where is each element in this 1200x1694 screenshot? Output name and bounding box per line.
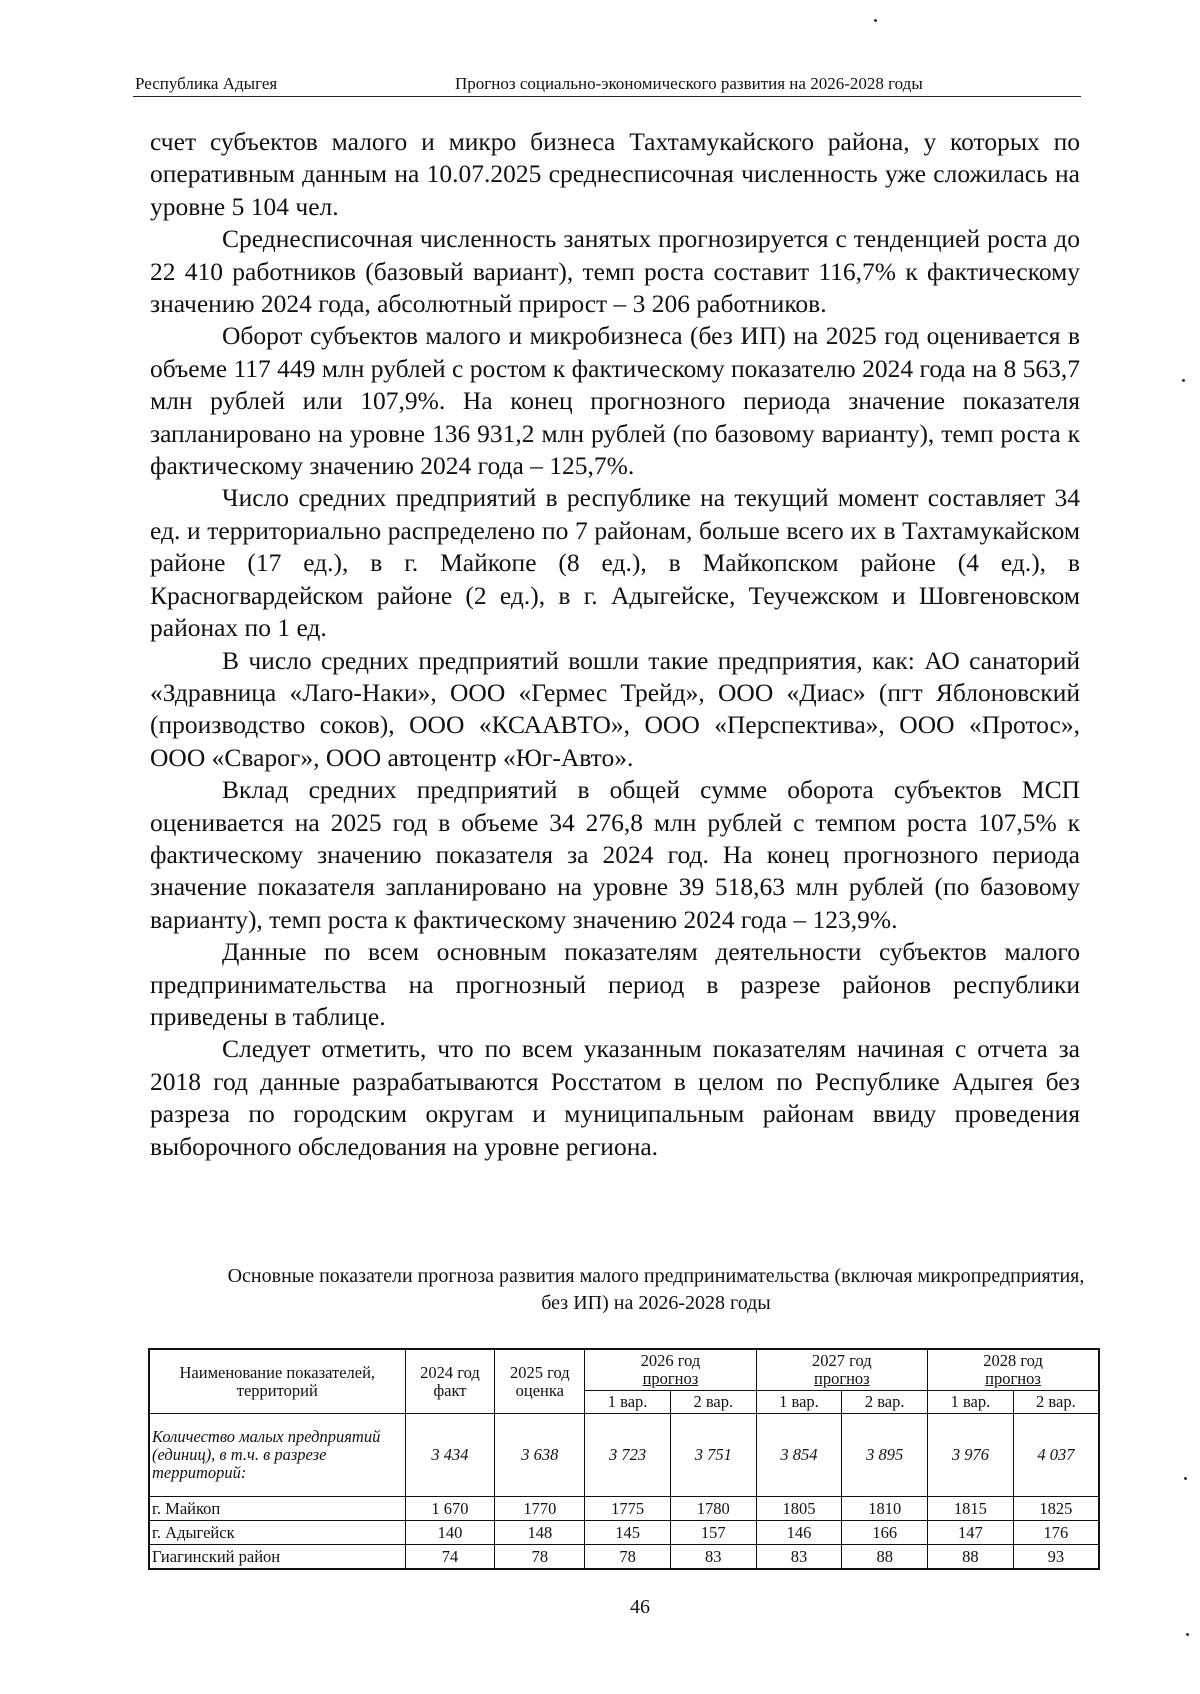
cell-value: 4 037 (1013, 1414, 1099, 1497)
paragraph-turnover: Оборот субъектов малого и микробизнеса (без ИП) на 2025 год оценивается в объеме 117 449 млн рублей с ростом к фактическому показателю 2024 года на 8 563,7 млн рублей или 107,9%. На конец прогнозного периода значение показателя запланировано на уровне 136 931,2 млн рублей (по базовому варианту), темп роста к фактическому значению 2024 года – 125,7%. (150, 321, 1080, 481)
header-2026-kind: прогноз (642, 1369, 699, 1388)
paragraph-rosstat-note: Следует отметить, что по всем указанным показателям начиная с отчета за 2018 год данные разрабатываются Росстатом в целом по Республике Адыгея без разреза по городским округам и муниципальным районам ввиду проведения выборочного обследования на уровне региона. (150, 1034, 1080, 1161)
table-caption: Основные показатели прогноза развития малого предпринимательства (включая микропредприятия, без ИП) на 2026-2028 годы (227, 1265, 1085, 1314)
cell-value: 88 (842, 1545, 928, 1570)
cell-value: 93 (1013, 1545, 1099, 1570)
scan-speck (874, 19, 877, 22)
header-variant-1: 1 вар. (585, 1391, 671, 1414)
paragraph-medium-enterprises-list: В число средних предприятий вошли такие предприятия, как: АО санаторий «Здравница «Лаго-Наки», ООО «Гермес Трейд», ООО «Диас» (пгт Яблоновский (производство соков), ООО «КСААВТО», ООО «Перспектива», ООО «Протос», ООО «Сварог», ООО автоцентр «Юг-Авто». (150, 645, 1080, 772)
table-row (149, 1545, 1099, 1570)
cell-value: 140 (405, 1521, 495, 1545)
header-document-title: Прогноз социально-экономического развития на 2026-2028 годы (455, 74, 923, 93)
cell-value: 146 (756, 1521, 842, 1545)
paragraph-medium-enterprises-count: Число средних предприятий в республике на текущий момент составляет 34 ед. и территориально распределено по 7 районам, больше всего их в Тахтамукайском районе (17 ед.), в г. Майкопе (8 ед.), в Майкопском районе (4 ед.), в Красногвардейском районе (2 ед.), в г. Адыгейске, Теучежском и Шовгеновском районах по 1 ед. (150, 483, 1080, 643)
cell-value: 3 723 (585, 1414, 671, 1497)
scan-speck (1186, 1633, 1189, 1636)
paragraph-medium-enterprises-contribution: Вклад средних предприятий в общей сумме оборота субъектов МСП оценивается на 2025 год в объеме 34 276,8 млн рублей с темпом роста 107,5% к фактическому значению показателя за 2024 год. На конец прогнозного периода значение показателя запланировано на уровне 39 518,63 млн рублей (по базовому варианту), темп роста к фактическому значению 2024 года – 123,9%. (150, 775, 1080, 934)
cell-value: 1 670 (405, 1497, 495, 1521)
header-2027-kind: прогноз (813, 1369, 870, 1388)
header-variant-2: 2 вар. (1013, 1391, 1099, 1414)
header-variant-1: 1 вар. (928, 1391, 1014, 1414)
header-name: Наименование показателей, территорий (149, 1349, 405, 1414)
cell-value: 1815 (928, 1497, 1014, 1521)
cell-value: 145 (585, 1521, 671, 1545)
header-2028 (928, 1349, 1099, 1391)
body-text (150, 126, 1080, 1163)
row-name: Количество малых предприятий (единиц), в т.ч. в разрезе территорий: (149, 1414, 405, 1497)
page-number: 46 (630, 1596, 650, 1618)
paragraph-table-reference: Данные по всем основным показателям деятельности субъектов малого предпринимательства на прогнозный период в разрезе районов республики приведены в таблице. (150, 937, 1080, 1031)
cell-value: 147 (928, 1521, 1014, 1545)
running-header (133, 72, 1081, 97)
row-name: г. Майкоп (149, 1497, 405, 1521)
header-2027 (756, 1349, 927, 1391)
cell-value: 1805 (756, 1497, 842, 1521)
paragraph-continuation: счет субъектов малого и микро бизнеса Тахтамукайского района, у которых по оперативным данным на 10.07.2025 среднесписочная численность уже сложилась на уровне 5 104 чел. (150, 127, 1080, 221)
scan-speck (1184, 1477, 1187, 1480)
cell-value: 1825 (1013, 1497, 1099, 1521)
cell-value: 1780 (670, 1497, 756, 1521)
cell-value: 83 (756, 1545, 842, 1570)
cell-value: 78 (585, 1545, 671, 1570)
header-variant-2: 2 вар. (842, 1391, 928, 1414)
cell-value: 3 895 (842, 1414, 928, 1497)
scan-speck (1182, 379, 1185, 382)
cell-value: 148 (495, 1521, 585, 1545)
header-variant-2: 2 вар. (670, 1391, 756, 1414)
cell-value: 3 638 (495, 1414, 585, 1497)
header-2025: 2025 год оценка (495, 1349, 585, 1414)
row-name: Гиагинский район (149, 1545, 405, 1570)
cell-value: 166 (842, 1521, 928, 1545)
cell-value: 3 854 (756, 1414, 842, 1497)
cell-value: 83 (670, 1545, 756, 1570)
cell-value: 74 (405, 1545, 495, 1570)
header-2026-year: 2026 год (640, 1351, 701, 1370)
cell-value: 1775 (585, 1497, 671, 1521)
cell-value: 3 434 (405, 1414, 495, 1497)
cell-value: 176 (1013, 1521, 1099, 1545)
cell-value: 88 (928, 1545, 1014, 1570)
header-2026 (585, 1349, 756, 1391)
cell-value: 3 976 (928, 1414, 1014, 1497)
table-row (149, 1497, 1099, 1521)
table-row (149, 1521, 1099, 1545)
header-region: Республика Адыгея (135, 74, 278, 93)
header-2028-year: 2028 год (983, 1351, 1043, 1370)
cell-value: 1770 (495, 1497, 585, 1521)
table-row-total (149, 1414, 1099, 1497)
header-2028-kind: прогноз (985, 1369, 1041, 1388)
cell-value: 1810 (842, 1497, 928, 1521)
header-2024: 2024 год факт (405, 1349, 495, 1414)
cell-value: 157 (670, 1521, 756, 1545)
row-name: г. Адыгейск (149, 1521, 405, 1545)
cell-value: 3 751 (670, 1414, 756, 1497)
paragraph-employment: Среднесписочная численность занятых прогнозируется с тенденцией роста до 22 410 работников (базовый вариант), темп роста составит 116,7% к фактическому значению 2024 года, абсолютный прирост – 3 206 работников. (150, 224, 1080, 319)
forecast-table (148, 1348, 1100, 1570)
header-2027-year: 2027 год (812, 1351, 872, 1370)
cell-value: 78 (495, 1545, 585, 1570)
header-variant-1: 1 вар. (756, 1391, 842, 1414)
